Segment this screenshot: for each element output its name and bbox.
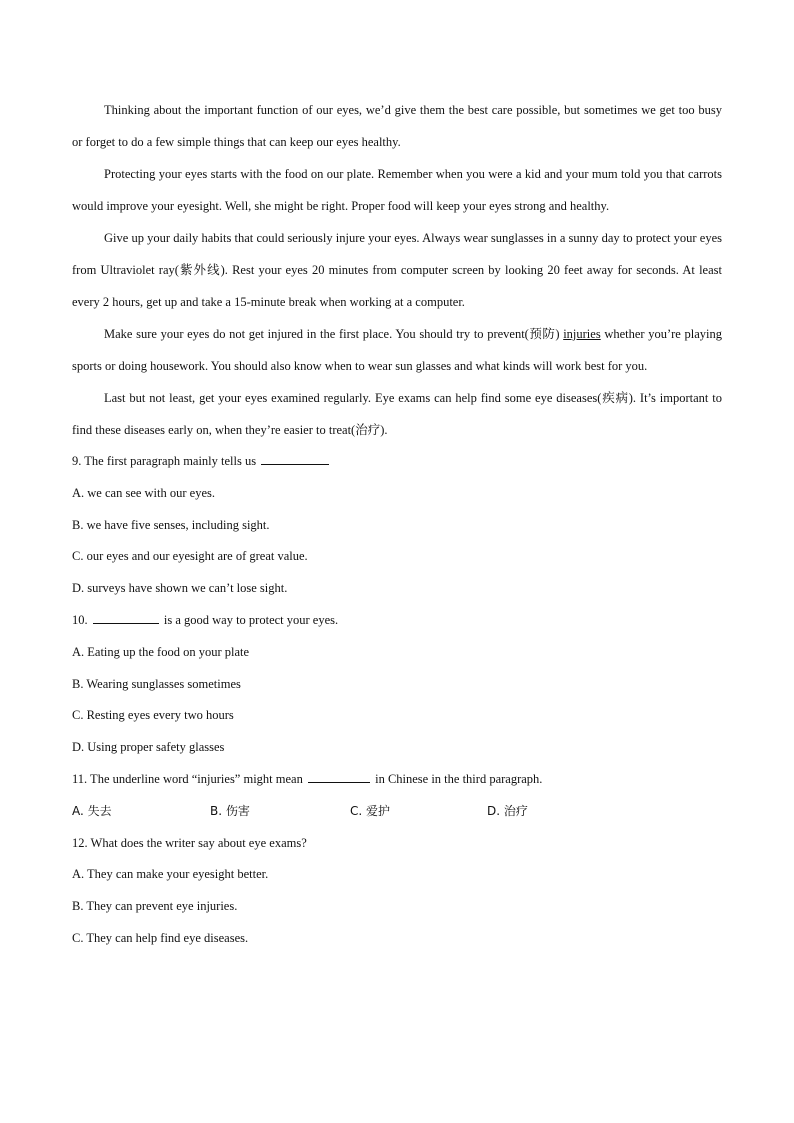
option-d: D. surveys have shown we can’t lose sight.	[72, 581, 288, 596]
answer-blank	[93, 609, 159, 624]
question-10-text: is a good way to protect your eyes.	[163, 612, 339, 627]
passage-paragraph-1: Thinking about the important function of our eyes, we’d give them the best care possible, but sometimes we get too busy or forget to do a few simple things that can keep our eyes healthy.	[72, 103, 722, 149]
passage-paragraph-4	[72, 318, 722, 382]
underlined-word: injuries	[563, 327, 601, 341]
question-10	[72, 605, 722, 764]
question-11-options	[72, 796, 722, 828]
question-10-number: 10.	[72, 612, 88, 627]
option-c: C. Resting eyes every two hours	[72, 708, 234, 723]
option-a: A. 失去	[72, 803, 112, 818]
question-9-text: 9. The first paragraph mainly tells us	[72, 454, 257, 468]
answer-blank	[308, 768, 370, 783]
question-11-stem	[72, 764, 722, 796]
question-11-text-start: 11. The underline word “injuries” might mean	[72, 771, 303, 786]
option-b: B. 伤害	[210, 803, 250, 818]
question-12-stem: 12. What does the writer say about eye exams?	[72, 835, 307, 850]
question-12	[72, 828, 722, 955]
option-d: D. 治疗	[487, 803, 528, 818]
option-c: C. 爱护	[350, 803, 391, 818]
question-11-text-end: in Chinese in the third paragraph.	[375, 771, 543, 786]
option-d: D. Using proper safety glasses	[72, 740, 225, 755]
question-11	[72, 764, 722, 828]
option-a: A. Eating up the food on your plate	[72, 644, 250, 659]
option-c: C. They can help find eye diseases.	[72, 930, 249, 945]
paragraph-4-text-start: Make sure your eyes do not get injured in the first place. You should try to prevent(预防)	[104, 327, 564, 341]
passage-paragraph-2: Protecting your eyes starts with the food on our plate. Remember when you were a kid and your mum told you that carrots would improve your eyesight. Well, she might be right. Proper food will keep your eyes strong and healthy.	[72, 167, 722, 213]
option-b: B. They can prevent eye injuries.	[72, 899, 238, 914]
option-a: A. They can make your eyesight better.	[72, 867, 269, 882]
passage-paragraph-5: Last but not least, get your eyes examined regularly. Eye exams can help find some eye diseases(疾病). It’s important to find these diseases early on, when they’re easier to treat(治疗).	[72, 391, 722, 437]
option-b: B. Wearing sunglasses sometimes	[72, 676, 241, 691]
question-9	[72, 446, 722, 605]
question-10-stem	[72, 605, 722, 637]
paragraph-4-text-end: whether you’re playing sports or doing housework. You should also know when to wear sun glasses and what kinds will work best for you.	[72, 327, 722, 373]
option-b: B. we have five senses, including sight.	[72, 517, 270, 532]
document-page	[72, 94, 722, 955]
option-c: C. our eyes and our eyesight are of great value.	[72, 549, 308, 564]
option-a: A. we can see with our eyes.	[72, 485, 216, 500]
question-9-stem	[72, 446, 722, 478]
answer-blank	[261, 450, 329, 465]
passage-paragraph-3: Give up your daily habits that could seriously injure your eyes. Always wear sunglasses in a sunny day to protect your eyes from Ultraviolet ray(紫外线). Rest your eyes 20 minutes from computer screen by looking 20 feet away for seconds. At least every 2 hours, get up and take a 15-minute break when working at a computer.	[72, 231, 722, 309]
